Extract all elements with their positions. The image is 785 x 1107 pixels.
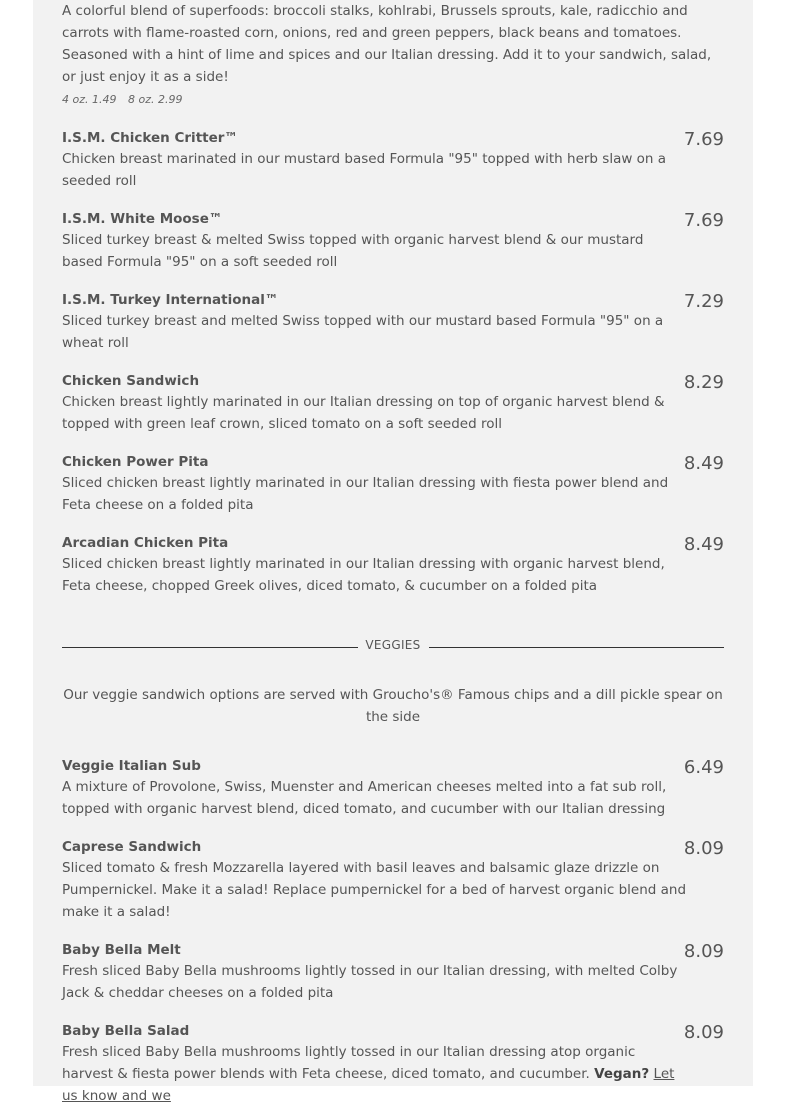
- item-description: Sliced tomato & fresh Mozzarella layered with basil leaves and balsamic glaze drizzle on Pumpernickel. Make it a salad! Replace pumpernickel for a bed of harvest organic blend and make it a salad!: [62, 860, 687, 920]
- item-description: Chicken breast lightly marinated in our Italian dressing on top of organic harvest blend & topped with green leaf crown, sliced tomato on a soft seeded roll: [62, 394, 665, 432]
- vegan-info-link[interactable]: Let us know and we: [62, 1066, 675, 1104]
- item-name: Baby Bella Melt: [62, 942, 181, 958]
- item-name: Baby Bella Salad: [62, 1023, 190, 1039]
- intro-sizes: [62, 89, 726, 111]
- menu-item: [62, 837, 724, 923]
- item-name: I.S.M. Chicken Critter™: [62, 130, 238, 146]
- menu-item: [62, 533, 724, 597]
- menu-item: [62, 128, 724, 192]
- item-name: Veggie Italian Sub: [62, 758, 201, 774]
- section-title: VEGGIES: [365, 638, 421, 652]
- item-price: 7.69: [683, 210, 724, 231]
- item-description: [62, 1041, 688, 1107]
- item-price: 8.09: [683, 838, 724, 859]
- item-description: Sliced turkey breast and melted Swiss topped with our mustard based Formula "95" on a wheat roll: [62, 313, 664, 351]
- item-description-text: Fresh sliced Baby Bella mushrooms lightly tossed in our Italian dressing atop organic harvest & fiesta power blends with Feta cheese, diced tomato, and cucumber.: [62, 1044, 636, 1082]
- section-divider-veggies: [62, 636, 724, 660]
- item-description: A mixture of Provolone, Swiss, Muenster and American cheeses melted into a fat sub roll, topped with organic harvest blend, diced tomato, and cucumber with our Italian dressing: [62, 779, 667, 817]
- menu-item: [62, 1021, 724, 1107]
- item-price: 7.29: [683, 291, 724, 312]
- item-name: Chicken Sandwich: [62, 373, 200, 389]
- item-price: 8.49: [683, 534, 724, 555]
- item-price: 8.09: [683, 941, 724, 962]
- item-description: Sliced chicken breast lightly marinated in our Italian dressing with organic harvest blend, Feta cheese, chopped Greek olives, diced tomato, & cucumber on a folded pita: [62, 556, 665, 594]
- item-description: Sliced chicken breast lightly marinated in our Italian dressing with fiesta power blend and Feta cheese on a folded pita: [62, 475, 669, 513]
- section-note: Our veggie sandwich options are served with Groucho's® Famous chips and a dill pickle spear on the side: [63, 687, 723, 725]
- item-name: Caprese Sandwich: [62, 839, 202, 855]
- vegan-label: Vegan?: [594, 1066, 650, 1082]
- item-name: I.S.M. Turkey International™: [62, 292, 279, 308]
- divider-line-right: [429, 647, 724, 648]
- size-small: 4 oz. 1.49: [62, 93, 117, 106]
- harvest-blend-intro: [62, 0, 726, 111]
- item-description: Sliced turkey breast & melted Swiss topped with organic harvest blend & our mustard based Formula "95" on a soft seeded roll: [62, 232, 644, 270]
- menu-item: [62, 756, 724, 820]
- item-price: 7.69: [683, 129, 724, 150]
- item-price: 6.49: [683, 757, 724, 778]
- item-price: 8.09: [683, 1022, 724, 1043]
- item-name: Arcadian Chicken Pita: [62, 535, 229, 551]
- item-price: 8.29: [683, 372, 724, 393]
- menu-panel: [33, 0, 753, 1104]
- item-description: Chicken breast marinated in our mustard based Formula "95" topped with herb slaw on a seeded roll: [62, 151, 667, 189]
- item-name: Chicken Power Pita: [62, 454, 209, 470]
- menu-item: [62, 209, 724, 273]
- intro-description: A colorful blend of superfoods: broccoli stalks, kohlrabi, Brussels sprouts, kale, radicchio and carrots with flame-roasted corn, onions, red and green peppers, black beans and tomatoes. Seasoned with a hint of lime and spices and our Italian dressing. Add it to your sandwich, salad, or just enjoy it as a side!: [62, 3, 712, 85]
- menu-item: [62, 290, 724, 354]
- item-description: Fresh sliced Baby Bella mushrooms lightly tossed in our Italian dressing, with melted Colby Jack & cheddar cheeses on a folded pita: [62, 963, 678, 1001]
- menu-item: [62, 940, 724, 1004]
- size-large: 8 oz. 2.99: [127, 93, 183, 106]
- item-price: 8.49: [683, 453, 724, 474]
- item-name: I.S.M. White Moose™: [62, 211, 223, 227]
- menu-item: [62, 452, 724, 516]
- menu-item: [62, 371, 724, 435]
